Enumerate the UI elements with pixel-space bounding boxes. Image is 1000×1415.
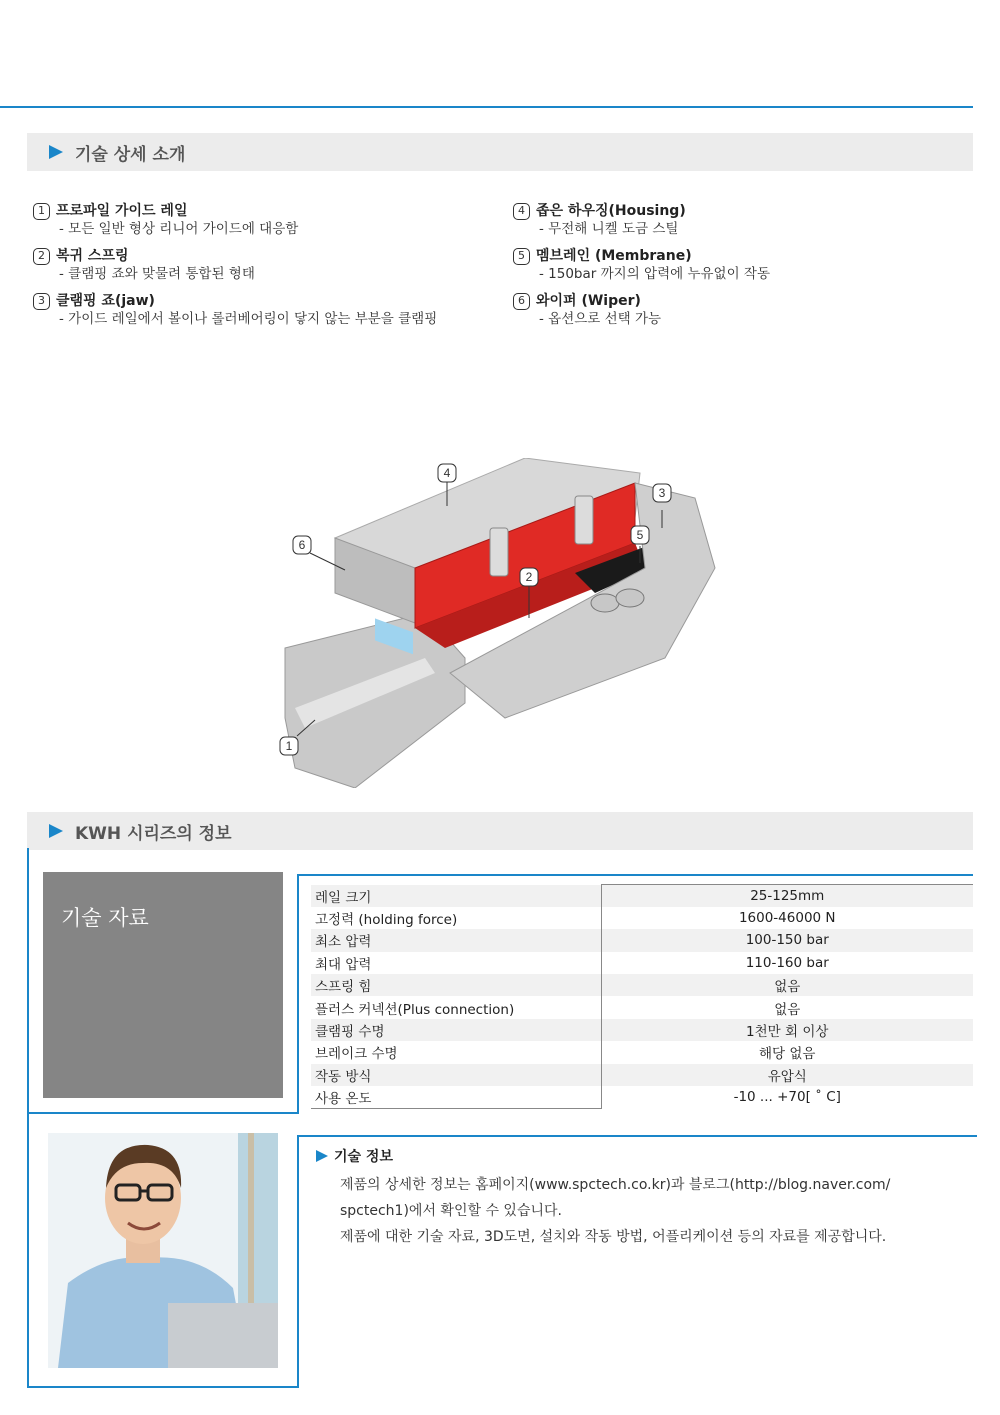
spec-value: 1천만 회 이상 bbox=[601, 1019, 973, 1041]
tech-data-panel bbox=[43, 872, 283, 1098]
spec-value: 1600-46000 N bbox=[601, 907, 973, 929]
triangle-bullet-icon bbox=[316, 1150, 328, 1162]
frame-line bbox=[27, 848, 29, 1113]
spec-label: 브레이크 수명 bbox=[315, 1046, 398, 1063]
feature-list-left bbox=[33, 202, 473, 337]
feature-title: 클램핑 죠(jaw) bbox=[56, 293, 155, 309]
feature-item bbox=[33, 247, 473, 283]
feature-item bbox=[513, 202, 953, 238]
number-badge: 6 bbox=[513, 293, 530, 310]
tech-info-text: 제품의 상세한 정보는 홈페이지(www.spctech.co.kr)과 블로그(http://blog.naver.com/ bbox=[340, 1177, 891, 1193]
spec-value: 해당 없음 bbox=[601, 1041, 973, 1063]
tech-info-title: 기술 정보 bbox=[334, 1149, 393, 1165]
table-row bbox=[311, 1019, 973, 1041]
spec-label: 스프링 힘 bbox=[311, 974, 601, 996]
spec-value: 25-125mm bbox=[601, 885, 973, 907]
callout-label: 4 bbox=[443, 466, 451, 480]
frame-line bbox=[297, 1135, 299, 1388]
feature-title: 멤브레인 (Membrane) bbox=[536, 248, 692, 264]
callout-label: 3 bbox=[658, 486, 666, 500]
feature-item bbox=[33, 202, 473, 238]
frame-line bbox=[27, 1386, 299, 1388]
frame-line bbox=[297, 874, 299, 1114]
number-badge: 4 bbox=[513, 203, 530, 220]
feature-title: 와이퍼 (Wiper) bbox=[536, 293, 641, 309]
engineer-photo bbox=[48, 1133, 278, 1368]
spec-label: 사용 온도 bbox=[311, 1086, 601, 1108]
feature-list-right bbox=[513, 202, 953, 337]
table-row bbox=[311, 1086, 973, 1108]
table-row bbox=[311, 907, 973, 929]
callout-label: 2 bbox=[525, 570, 533, 584]
spec-label: 클램핑 수명 bbox=[311, 1019, 601, 1041]
section-title: 기술 상세 소개 bbox=[75, 144, 186, 165]
spec-value: -10 ... +70[ ˚ C] bbox=[601, 1086, 973, 1108]
spec-label: 플러스 커넥션(Plus connection) bbox=[315, 1001, 515, 1018]
triangle-bullet-icon bbox=[49, 824, 63, 838]
feature-item bbox=[513, 247, 953, 283]
frame-line bbox=[297, 1135, 977, 1137]
frame-line bbox=[27, 1113, 29, 1388]
feature-desc: - 옵션으로 선택 가능 bbox=[539, 311, 662, 327]
table-row bbox=[311, 929, 973, 951]
spec-value: 100-150 bar bbox=[601, 929, 973, 951]
section-header-tech-detail bbox=[27, 133, 973, 171]
table-row bbox=[311, 952, 973, 974]
spec-value: 없음 bbox=[601, 974, 973, 996]
tech-data-label: 기술 자료 bbox=[61, 906, 149, 930]
spec-label: 최소 압력 bbox=[311, 929, 601, 951]
feature-desc: - 모든 일반 형상 리니어 가이드에 대응함 bbox=[59, 221, 299, 237]
feature-item bbox=[513, 292, 953, 328]
tech-info-block bbox=[316, 1146, 966, 1250]
feature-title: 좁은 하우징(Housing) bbox=[536, 203, 686, 219]
callout-label: 5 bbox=[636, 528, 644, 542]
tech-info-text: spctech1)에서 확인할 수 있습니다. bbox=[340, 1203, 562, 1219]
feature-desc: - 클램핑 죠와 맞물려 통합된 형태 bbox=[59, 266, 255, 282]
feature-desc: - 150bar 까지의 압력에 누유없이 작동 bbox=[539, 266, 770, 282]
clamp-cutaway-diagram bbox=[275, 458, 725, 788]
number-badge: 1 bbox=[33, 203, 50, 220]
section-header-kwh-info bbox=[27, 812, 973, 850]
top-rule bbox=[0, 106, 973, 108]
feature-title: 복귀 스프링 bbox=[56, 248, 129, 264]
spec-table bbox=[311, 884, 973, 1109]
number-badge: 2 bbox=[33, 248, 50, 265]
callout-label: 6 bbox=[298, 538, 306, 552]
number-badge: 3 bbox=[33, 293, 50, 310]
frame-line bbox=[297, 874, 973, 876]
table-row bbox=[311, 996, 973, 1018]
feature-title: 프로파일 가이드 레일 bbox=[56, 203, 188, 219]
table-row bbox=[311, 1041, 973, 1063]
feature-desc: - 무전해 니켈 도금 스틸 bbox=[539, 221, 679, 237]
feature-desc: - 가이드 레일에서 볼이나 롤러베어링이 닿지 않는 부분을 클램핑 bbox=[59, 311, 438, 327]
spec-label: 고정력 (holding force) bbox=[315, 912, 458, 929]
number-badge: 5 bbox=[513, 248, 530, 265]
table-row bbox=[311, 1064, 973, 1086]
spec-label: 레일 크기 bbox=[311, 885, 601, 907]
spec-label: 작동 방식 bbox=[311, 1064, 601, 1086]
spec-value: 유압식 bbox=[601, 1064, 973, 1086]
spec-value: 없음 bbox=[601, 996, 973, 1018]
spec-value: 110-160 bar bbox=[601, 952, 973, 974]
callout-label: 1 bbox=[285, 739, 293, 753]
section-title: KWH 시리즈의 정보 bbox=[75, 823, 232, 844]
feature-item bbox=[33, 292, 473, 328]
table-row bbox=[311, 974, 973, 996]
spec-label: 최대 압력 bbox=[315, 956, 372, 973]
frame-line bbox=[27, 1112, 299, 1114]
triangle-bullet-icon bbox=[49, 145, 63, 159]
tech-info-text: 제품에 대한 기술 자료, 3D도면, 설치와 작동 방법, 어플리케이션 등의 자료를 제공합니다. bbox=[340, 1229, 887, 1245]
table-row bbox=[311, 885, 973, 907]
